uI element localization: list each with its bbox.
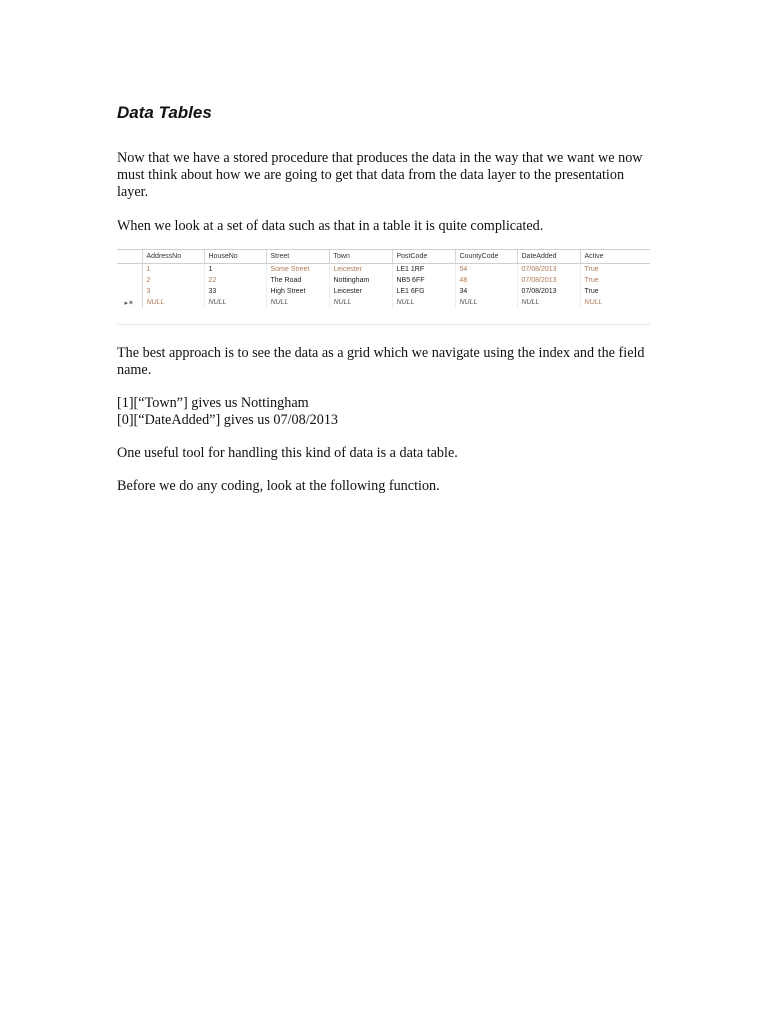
table-cell[interactable]: True: [580, 286, 650, 297]
table-cell[interactable]: 07/08/2013: [517, 286, 580, 297]
table-cell[interactable]: NULL: [266, 297, 329, 308]
table-cell[interactable]: NULL: [580, 297, 650, 308]
table-cell[interactable]: 3: [142, 286, 204, 297]
table-cell[interactable]: True: [580, 275, 650, 286]
intro-paragraph: Now that we have a stored procedure that produces the data in the way that we want we now must think about how we are going to get that data from the data layer to the presentation layer.: [117, 150, 643, 200]
table-row[interactable]: [117, 264, 650, 276]
approach-paragraph: The best approach is to see the data as a grid which we navigate using the index and the field name.: [117, 345, 645, 378]
table-cell[interactable]: NULL: [392, 297, 455, 308]
document-page: [117, 100, 657, 495]
table-cell[interactable]: NULL: [142, 297, 204, 308]
section-heading: Data Tables: [117, 103, 212, 122]
column-header[interactable]: CountyCode: [455, 250, 517, 264]
table-cell[interactable]: Leicester: [329, 264, 392, 276]
table-cell[interactable]: The Road: [266, 275, 329, 286]
table-cell[interactable]: 1: [142, 264, 204, 276]
row-selector-header[interactable]: [117, 250, 142, 264]
table-row[interactable]: [117, 275, 650, 286]
column-header[interactable]: AddressNo: [142, 250, 204, 264]
row-selector[interactable]: [117, 275, 142, 286]
table-cell[interactable]: NULL: [455, 297, 517, 308]
table-cell[interactable]: LE1 6FG: [392, 286, 455, 297]
table-cell[interactable]: 48: [455, 275, 517, 286]
data-grid-screenshot: [117, 249, 650, 325]
table-cell[interactable]: True: [580, 264, 650, 276]
complicated-paragraph: When we look at a set of data such as that in a table it is quite complicated.: [117, 218, 544, 234]
table-cell[interactable]: NB5 6FF: [392, 275, 455, 286]
column-header[interactable]: PostCode: [392, 250, 455, 264]
table-cell[interactable]: 34: [455, 286, 517, 297]
table-cell[interactable]: 33: [204, 286, 266, 297]
example-line-date: [0][“DateAdded”] gives us 07/08/2013: [117, 412, 339, 428]
column-header[interactable]: Active: [580, 250, 650, 264]
table-cell[interactable]: Leicester: [329, 286, 392, 297]
table-cell[interactable]: NULL: [204, 297, 266, 308]
new-row[interactable]: [117, 297, 650, 308]
row-selector[interactable]: [117, 264, 142, 276]
data-grid-table: [117, 250, 650, 308]
table-cell[interactable]: High Street: [266, 286, 329, 297]
table-row[interactable]: [117, 286, 650, 297]
table-cell[interactable]: 22: [204, 275, 266, 286]
table-cell[interactable]: 07/08/2013: [517, 275, 580, 286]
column-header[interactable]: DateAdded: [517, 250, 580, 264]
table-cell[interactable]: 54: [455, 264, 517, 276]
grid-header-row: [117, 250, 650, 264]
tool-paragraph: One useful tool for handling this kind of data is a data table.: [117, 445, 458, 461]
table-cell[interactable]: 2: [142, 275, 204, 286]
table-cell[interactable]: Nottingham: [329, 275, 392, 286]
table-cell[interactable]: NULL: [329, 297, 392, 308]
table-cell[interactable]: Some Street: [266, 264, 329, 276]
table-cell[interactable]: LE1 1RF: [392, 264, 455, 276]
table-cell[interactable]: 1: [204, 264, 266, 276]
new-row-marker[interactable]: ▸✶: [117, 297, 142, 308]
table-cell[interactable]: NULL: [517, 297, 580, 308]
column-header[interactable]: HouseNo: [204, 250, 266, 264]
table-cell[interactable]: 07/08/2013: [517, 264, 580, 276]
column-header[interactable]: Street: [266, 250, 329, 264]
example-line-town: [1][“Town”] gives us Nottingham: [117, 395, 309, 411]
before-paragraph: Before we do any coding, look at the following function.: [117, 478, 440, 494]
row-selector[interactable]: [117, 286, 142, 297]
column-header[interactable]: Town: [329, 250, 392, 264]
